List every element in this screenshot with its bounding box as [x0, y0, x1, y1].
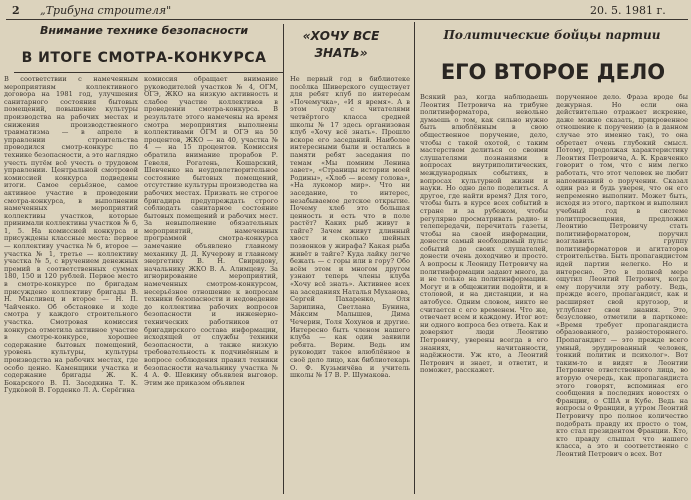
right-headline: ЕГО ВТОРОЕ ДЕЛО	[440, 60, 666, 84]
left-rubric: Внимание технике безопасности	[39, 24, 249, 37]
page-number: 2	[12, 4, 20, 17]
middle-headline: «ХОЧУ ВСЕ ЗНАТЬ»	[302, 29, 380, 60]
issue-date: 20. 5. 1981 г.	[590, 4, 666, 17]
right-rubric: Политические бойцы партии	[443, 28, 661, 42]
column-divider-2	[414, 22, 415, 494]
left-headline: В ИТОГЕ СМОТРА-КОНКУРСА	[21, 50, 267, 66]
header-rule	[6, 19, 688, 20]
left-headline-rule	[14, 72, 284, 73]
column-divider-1	[283, 24, 284, 494]
left-article-col2: комиссия обращает внимание руководителей участков № 4, ОГМ, ОГЭ, ЖКО на низкую активность и слабое участие коллективов в проведении смотра-конкурса. В результате этого намечены на время смотра мероприятия выполнены коллективами ОГМ и ОГЭ на 50 процентов, ЖКО — на 40, участка № 4 — на 15 процентов. Комиссия обратила внимание прорабов Р. Гевеля, Рогатень, Кошарский, Шевченко на неудовлетворительное состояние бытовых помещений, отсутствие культуры производства на рабочих местах. Призвать не строгое бригадира предупреждать строго соблюдать санитарное состояние бытовых помещений и рабочих мест. За невыполнение обязательных мероприятий, намеченных программой смотра-конкурса замечание объявлено главному механику Д. Д. Кучерову и главному энергетику В. Н. Свиридову, начальнику ЖКО В. А. Алимцеву. За игнорирование мероприятий, намеченных смотром-конкурсом, несерьёзное отношение к вопросам техники безопасности и недоведение до коллектива рабочих вопросов безопасности и инженерно-технических работников от бригадирского состава информации, исходящей от службы техники безопасности, а также низкую требовательность к подчинённым в вопросе соблюдения правил техники безопасности начальнику участка № 4 А. Ф. Шевкину объявлен выговор. Этим же приказом объявлен	[144, 76, 278, 387]
middle-article-body: Не первый год в библиотеке посёлка Шиверского существует для ребят клуб по интересам «Почемучка», «И я время». А в этом году с читателями четвёртого класса средней школы № 17 здесь организован клуб «Хочу всё знать». Прошло вскоре его заседаний. Наиболее интересными были и остались в памяти ребят заседания по темам «Мы помним Ленина завет», «Страницы истории моей Родины», «Хлеб — всему голова», «На лукомор мир». Что ни заседание, то интерес, незабываемое детское открытие. Почему хлеб это большая ценность и есть что в поле растёт? Каких рыб живут в тайге? Зачем живут длинный хвост и сколько шейных позвонков у жирафа? Какая рыба живёт в тайге? Куда лайку легче бежать — с горы или в гору? Обо всём этом и многом другом узнают теперь члены клуба «Хочу всё знать». Активнее всех на заседаниях Наталья Муханова, Сергей Пахаренко, Оля Зарипина, Светлана Бунина, Максим Малышев, Дима Чечерин, Толя Хохунов и другие. Интересно быть членом нашего клуба — как один заявили ребята. Верим. Ведь им руководит такое влюблённое в своё дело лицо, как библиотекарь О. Ф. Кузьмичёва и учитель школы № 17 В. Р. Шумакова.	[290, 76, 410, 380]
newspaper-name: „Трибуна строителя"	[40, 4, 172, 17]
right-article-col2: порученное дело. Фраза вроде бы дежурная. Но если она действительно отражает искренне, даже можно сказать, прикровенное отношение к поручению (а в данном случае это именно так), то она обретает очень глубокий смысл. Потому, продолжая характеристику Леонтия Петровича, А. К. Кравченко говорит о том, что с ним легко работать, что этот человек не любит напоминаний о поручении. Сказал один раз и будь уверен, что он его непременно выполнит. Может быть, исходя из этого, партком и выполнил учебный год в системе политпросвещения, предложил Леонтию Петровичу стать политинформатором, поручил возглавить группу политинформаторов и агитаторов строительства. Быть пропагандистом идей партии нелегко. Но и интересно. Это в полной мере ощутил Леонтий Петрович, когда ему поручили эту работу. Ведь, прежде всего, пропагандист, как и расширяет свой кругозор, и углубляет свои знания. Это, безусловно, отметили в парткоме: «Время требует пропагандиста образованного, разностороннего. Пропагандист — это прежде всего умный, эрудированный человек, тонкий политик и психолог». Вот таким-то и видят в Леонтии Петровиче ответственного лица, во вторую очередь, как пропагандиста этого говорят, вспоминая его сообщения в последних новостях о Франции, о США и Кубе. Ведь на вопросы о Франции, в утром Леонтий Петровичу про полное количество подобрать правду их просто о том, кто стал президентом Франции. Кто, кто правду слышал что нашего класса, а это и соответственно с Леонтий Петрович о всех. Вот	[556, 94, 688, 458]
left-article-col1: В соответствии с намеченным мероприятиям коллективного договора на 1981 год, улучшения санитарного состояния бытовых помещений, повышение культуры производства на рабочих местах и снижения производственного травматизма — в апреле в управлении строительства проводился смотр-конкурс по технике безопасности, а это наглядно учесть путём всё учесть о трудовом управлении. Центральной смотровой комиссией конкурса подведены итоги. Самое серьёзное, самое активное участие в проведении смотра-конкурса, в выполнении намеченных мероприятий коллективы участков, которые принимали коллективы участков № 6, 1, 5. На комиссией конкурса и присуждены классные места: первое — коллективу участка № 6, второе — участка № 1, третье — коллективу участка № 5, с вручением денежных премий в соответственных суммах 180, 150 и 120 рублей. Первое место в смотре-конкурсе по бригадам присуждено коллективу бригады В. Н. Мысливец и второе — Н. П. Чайченко. Об обстановке и ходе смотра у каждого строительного участка. Смотровая комиссия конкурса отметила активное участие в смотре-конкурсе, хорошее содержание бытовых помещений, уровень культуры, культуры производства на рабочих местах, где особо ценно. Каменщики участка и содержание бригады Ж. К. Бокарского В. П. Заседкина Т. К. Гудковой В. Горденко Л. А. Серёгина	[4, 76, 138, 395]
right-article-col1: Всякий раз, когда наблюдаешь Леонтия Петровича на трибуне политинформатора, невольно думаешь о том, как сильно нужно быть влюблённым в свою общественное поручение, дело, чтобы с такой охотой, с таким мастерством делиться со своими слушателями познаниями в вопросах внутриполитических, международных событиях, в вопросах культурной жизни и науки. Но одно дело поделиться. А другое, где найти время? Для того, чтобы быть в курсе всех событий в стране и за рубежом, чтобы регулярно просматривать радио- и телепередачи, перечитать газеты, чтобы на своей информации, донести самый необходимый пульс событий до своих слушателей, донести очень доходчиво и просто. А вопросы к Леониду Петровичу на политинформации задают много, да и не только на политинформации. Могут и в общежитии подойти, и в столовой, и на дистанции, и на автобусе. Одним словом, никто не считается с его временем. Что же, отвечает всем и каждому. Итог вот: ни одного вопроса без ответа. Как и доверяют люди Леонтию Петровичу, уверены всегда в его знаниях, начитанности, надёжности. Уж кто, а Леонтий Петрович и знает, и ответит, и поможет, расскажет.	[420, 94, 548, 375]
